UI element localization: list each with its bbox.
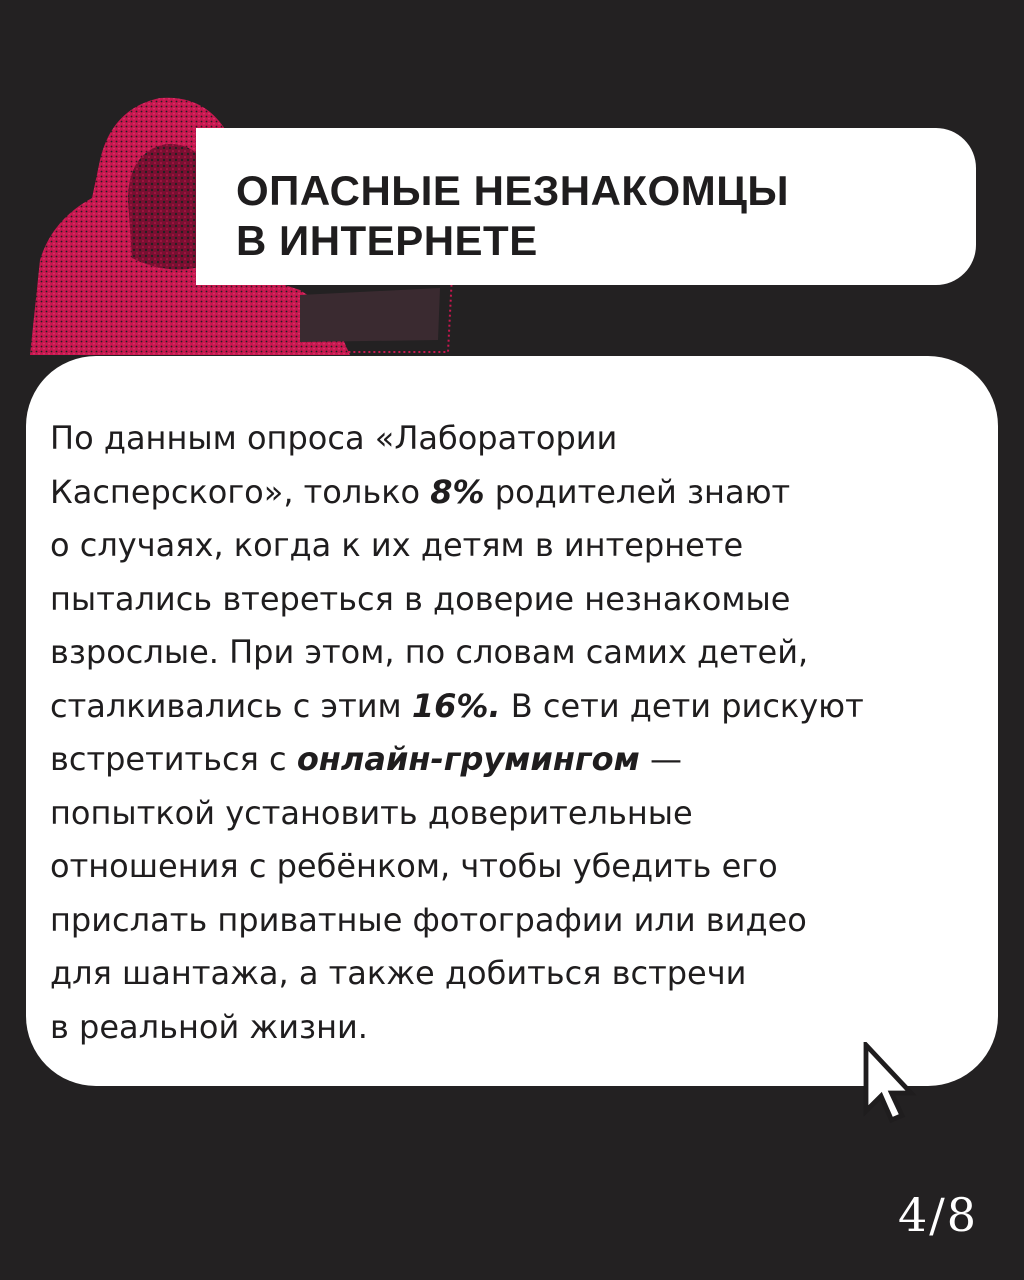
body-segment-3: В сети дети рискуют встретиться с [50,686,864,778]
title-line-2: В ИНТЕРНЕТЕ [236,217,538,264]
grooming-term: онлайн-грумингом [296,740,640,778]
title-card [196,128,976,285]
title-line-1: ОПАСНЫЕ НЕЗНАКОМЦЫ [236,167,790,214]
body-segment-4: — попыткой установить доверительные отношения с ребёнком, чтобы убедить его прислать приватные фотографии или видео для шантажа, а также добиться встречи в реальной жизни. [50,740,807,1046]
body-segment-1: По данным опроса «Лаборатории Касперского», только [50,419,618,511]
body-segment-2: родителей знают о случаях, когда к их детям в интернете пытались втереться в доверие незнакомые взрослые. При этом, по словам самих детей, сталкивались с этим [50,472,809,725]
mouse-cursor-icon [860,1042,920,1132]
page-counter: 4/8 [897,1188,978,1242]
stat-parents-percent: 8% [430,472,485,511]
stat-children-percent: 16%. [411,686,501,725]
text-card [26,356,998,1086]
body-paragraph [50,412,978,1054]
